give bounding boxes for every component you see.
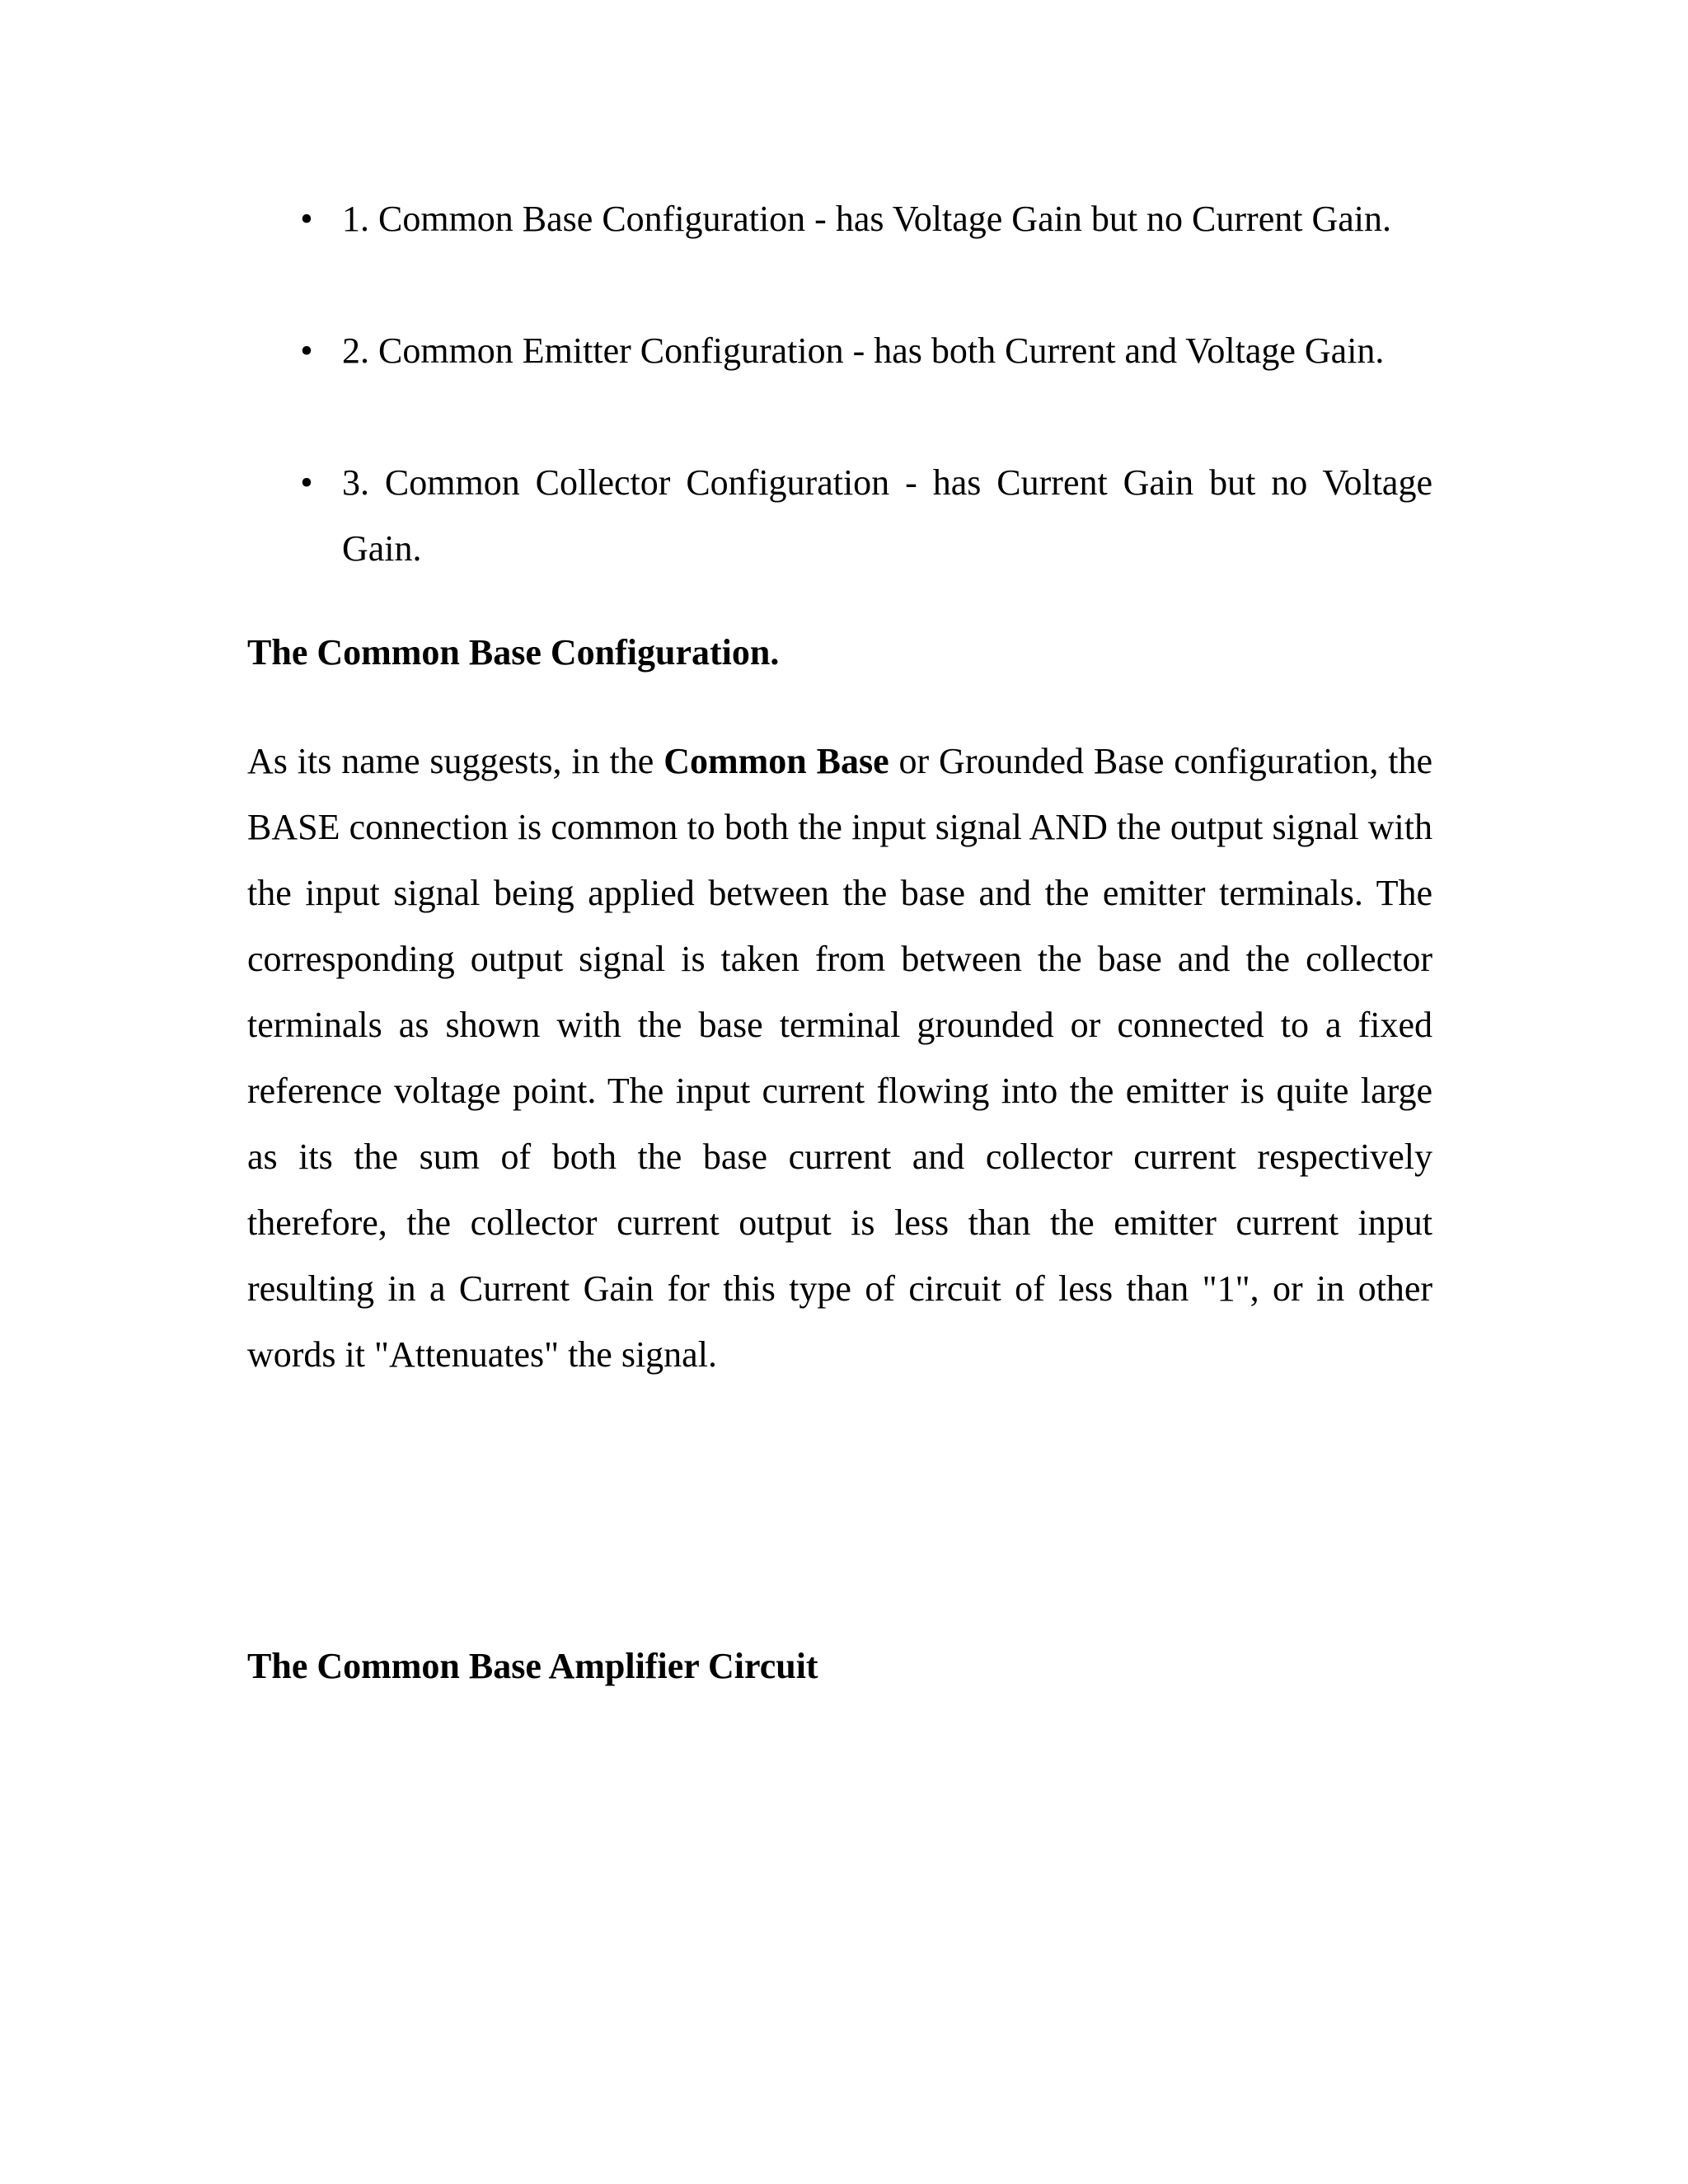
list-item-text: 1. Common Base Configuration - has Voltage Gain but no Current Gain. [342, 199, 1391, 239]
paragraph-bold-term: Common Base [663, 741, 889, 781]
list-item [300, 318, 1432, 384]
paragraph-text-rest: or Grounded Base configuration, the BASE connection is common to both the input signal AND the output signal with the input signal being applied between the base and the emitter terminals. The corresponding output signal is taken from between the base and the collector terminals as shown with the base terminal grounded or connected to a fixed reference voltage point. The input current flowing into the emitter is quite large as its the sum of both the base current and collector current respectively therefore, the collector current output is less than the emitter current input resulting in a Current Gain for this type of circuit of less than "1", or in other words it "Attenuates" the signal. [247, 741, 1432, 1375]
list-item [300, 450, 1432, 582]
bullet-icon: • [300, 199, 313, 239]
section-heading-common-base-amplifier-circuit: The Common Base Amplifier Circuit [247, 1646, 818, 1686]
list-item-text: 3. Common Collector Configuration - has Current Gain but no Voltage Gain. [342, 462, 1432, 569]
list-item [300, 186, 1432, 252]
body-paragraph [247, 729, 1432, 1388]
bullet-icon: • [300, 462, 313, 503]
list-item-text: 2. Common Emitter Configuration - has both Current and Voltage Gain. [342, 330, 1385, 371]
bullet-icon: • [300, 330, 313, 371]
paragraph-text-start: As its name suggests, in the [247, 741, 664, 781]
section-heading-common-base-configuration: The Common Base Configuration. [247, 632, 780, 673]
